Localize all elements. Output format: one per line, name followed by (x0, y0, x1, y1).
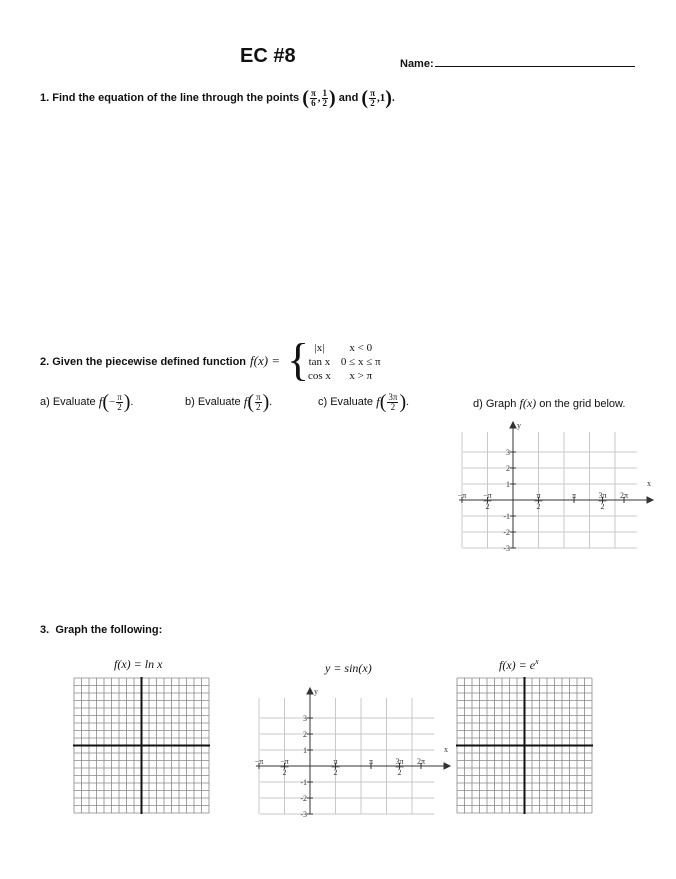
q1-text: Find the equation of the line through the points (52, 92, 300, 104)
grid-lines (462, 432, 637, 548)
trig-grid-sin-x[interactable] (252, 684, 452, 818)
q1-point2-y: 1 (379, 92, 386, 104)
y-tick-label: -1 (503, 512, 510, 521)
y-tick-label: 1 (303, 746, 307, 755)
part-a-label: a) Evaluate (40, 396, 96, 408)
q1-number: 1. (40, 92, 50, 104)
q1-point2-close: ) (385, 87, 392, 109)
q3-text: Graph the following: (55, 624, 163, 636)
y-tick-label: -3 (503, 544, 510, 552)
graph3-label: $f(x) = e^x$ (499, 657, 539, 672)
name-blank-line[interactable] (435, 55, 635, 67)
q1-point1-close: ) (329, 87, 336, 109)
q2-function-name: f(x) = (250, 353, 281, 368)
q2-part-c: c) Evaluate f ( $\frac{3\pi}{2}$ ) . (318, 391, 409, 413)
y-tick-label: 1 (506, 480, 510, 489)
part-c-label: c) Evaluate (318, 396, 374, 408)
x-axis-label: x (444, 745, 448, 754)
x-tick-denominator: 2 (282, 768, 287, 777)
question-1: 1. Find the equation of the line through the points ( $\frac{\pi}{6}$ , $\frac{1}{2}$ ) and ( $\frac{\pi}{2}$ , 1 ) . (40, 87, 395, 109)
x-tick-label: π (333, 757, 338, 766)
grid-e-x[interactable] (455, 676, 595, 818)
q2-text: Given the piecewise defined function (52, 356, 247, 368)
piece-expr: tan x (308, 356, 331, 368)
y-axis-label: y (517, 421, 521, 430)
piece-expr: |x| (314, 342, 325, 354)
piece-row (303, 369, 386, 383)
y-axis-label: y (314, 687, 318, 696)
y-tick-label: -2 (503, 528, 510, 537)
q2-brace: { (287, 334, 310, 385)
piece-cond: x > π (349, 370, 373, 382)
question-2 (40, 356, 246, 368)
grid-ln-x[interactable] (72, 676, 212, 818)
q1-point1-open: ( (302, 87, 309, 109)
axes (459, 422, 653, 548)
graph1-label: f(x) = ln x (114, 657, 163, 671)
part-d-label: d) Graph (473, 398, 517, 410)
q2-number: 2. (40, 356, 50, 368)
name-label: Name: (400, 58, 434, 70)
x-tick-denominator: 2 (536, 502, 541, 511)
x-tick-label: π (536, 491, 541, 500)
x-tick-label: −π (254, 757, 264, 766)
question-3 (40, 624, 162, 636)
x-axis-arrow (647, 497, 653, 503)
y-tick-label: -1 (300, 778, 307, 787)
x-tick-label: 3π (395, 757, 404, 766)
y-tick-label: -3 (300, 810, 307, 818)
x-tick-label: −π (457, 491, 467, 500)
piece-expr: cos x (308, 370, 331, 382)
q1-point2-x: $\frac{\pi}{2}$ (370, 87, 376, 108)
x-tick-label: 2π (619, 491, 629, 500)
piece-cond: x < 0 (349, 342, 373, 354)
x-tick-denominator: 2 (600, 502, 605, 511)
q1-and: and (338, 92, 359, 104)
x-tick-label: 2π (416, 757, 426, 766)
q1-point1-x: $\frac{\pi}{6}$ (310, 87, 316, 108)
x-tick-denominator: 2 (397, 768, 402, 777)
q2-part-a: a) Evaluate f ( − $\frac{\pi}{2}$ ) . (40, 391, 134, 413)
q1-point1-y: $\frac{1}{2}$ (322, 87, 328, 108)
q2-part-b: b) Evaluate f ( $\frac{\pi}{2}$ ) . (185, 391, 272, 413)
q1-point2-open: ( (361, 87, 369, 109)
q2-part-d: d) Graph f(x) on the grid below. (473, 396, 626, 410)
piecewise-table (303, 341, 386, 383)
y-axis-arrow (307, 688, 313, 694)
piece-row (303, 341, 386, 355)
page-title: EC #8 (240, 45, 296, 67)
x-tick-denominator: 2 (485, 502, 490, 511)
y-tick-label: -2 (300, 794, 307, 803)
x-tick-label: π (571, 491, 577, 500)
q3-number: 3. (40, 624, 50, 636)
x-tick-label: 3π (598, 491, 607, 500)
part-b-label: b) Evaluate (185, 396, 241, 408)
x-axis-label: x (647, 479, 651, 488)
x-axis-arrow (444, 763, 450, 769)
y-axis-arrow (510, 422, 516, 428)
axes (256, 688, 450, 814)
y-tick-label: 3 (506, 448, 510, 457)
name-field[interactable] (400, 55, 635, 70)
grid-lines (259, 698, 434, 814)
piece-cond: 0 ≤ x ≤ π (340, 356, 381, 368)
axes (73, 677, 210, 814)
y-tick-label: 2 (506, 464, 510, 473)
graph2-label: y = sin(x) (325, 661, 372, 675)
y-tick-label: 3 (303, 714, 307, 723)
x-tick-label: −π (280, 757, 289, 766)
piece-row (303, 355, 386, 369)
y-tick-label: 2 (303, 730, 307, 739)
axes (456, 677, 593, 814)
x-tick-label: π (368, 757, 374, 766)
x-tick-denominator: 2 (333, 768, 338, 777)
trig-grid-part-d[interactable] (455, 418, 655, 552)
x-tick-label: −π (483, 491, 492, 500)
